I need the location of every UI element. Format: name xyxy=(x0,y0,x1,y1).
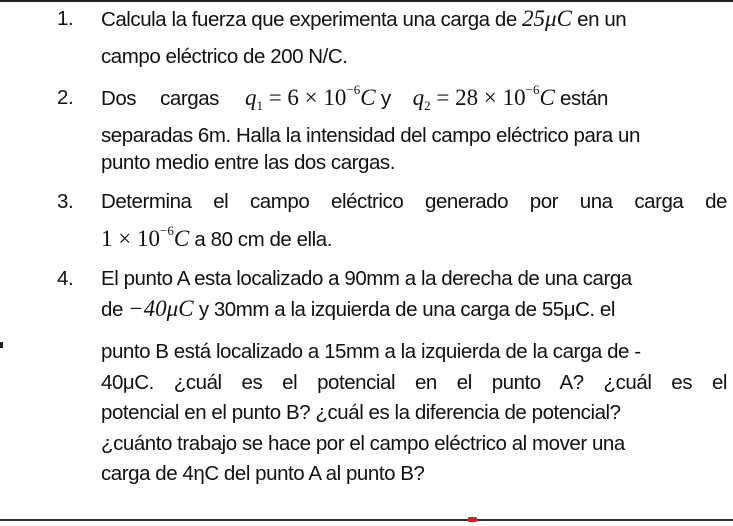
problem-text-line xyxy=(101,5,727,34)
problem-text-line: carga de 4ηC del punto A al punto B? xyxy=(101,462,425,485)
text-segment: están xyxy=(560,87,608,110)
top-border-line xyxy=(0,0,733,2)
text-segment: de xyxy=(101,298,123,321)
charge-value: −40μC xyxy=(128,296,194,321)
charge-value: 25μC xyxy=(522,6,572,31)
problem-text-line xyxy=(101,84,727,113)
problem-text-line: potencial en el punto B? ¿cuál es la diferencia de potencial? xyxy=(101,401,621,424)
problem-text-line: El punto A esta localizado a 90mm a la derecha de una carga xyxy=(101,267,632,290)
problem-text-line: campo eléctrico de 200 N/C. xyxy=(101,45,348,68)
margin-mark xyxy=(0,342,3,348)
problem-text-line: punto B está localizado a 15mm a la izquierda de la carga de - xyxy=(101,340,641,363)
problem-text-line: 40μC. ¿cuál es el potencial en el punto A? ¿cuál es el xyxy=(101,371,727,394)
charge-q2-formula: $q_2 = 28 \times 10^{-6}C$ xyxy=(412,82,555,113)
red-mark xyxy=(468,517,477,522)
problem-text-line xyxy=(101,295,727,324)
problem-number: 4. xyxy=(57,267,74,290)
problem-text-line: punto medio entre las dos cargas. xyxy=(101,151,395,174)
text-segment: en un xyxy=(577,8,627,31)
problem-text-line: Determina el campo eléctrico generado por una carga de xyxy=(101,190,727,213)
problem-number: 3. xyxy=(57,190,74,213)
text-segment: Calcula la fuerza que experimenta una carga de xyxy=(101,8,517,31)
charge-formula: $1 \times 10^{-6}C$ xyxy=(101,223,190,251)
text-segment: cargas xyxy=(160,87,219,110)
problem-number: 2. xyxy=(57,86,74,109)
problem-number: 1. xyxy=(57,7,74,30)
problem-text-line: ¿cuánto trabajo se hace por el campo eléctrico al mover una xyxy=(101,432,625,455)
problem-text-line: separadas 6m. Halla la intensidad del campo eléctrico para un xyxy=(101,124,640,147)
bottom-border-line xyxy=(0,519,733,521)
text-segment: Dos xyxy=(101,87,137,110)
charge-q1-formula: $q_1 = 6 \times 10^{-6}C$ xyxy=(244,82,376,113)
text-segment: y xyxy=(380,87,391,110)
problem-text-line xyxy=(101,225,727,254)
text-segment: y 30mm a la izquierda de una carga de 55μC. el xyxy=(198,298,615,321)
text-segment: a 80 cm de ella. xyxy=(194,228,332,251)
